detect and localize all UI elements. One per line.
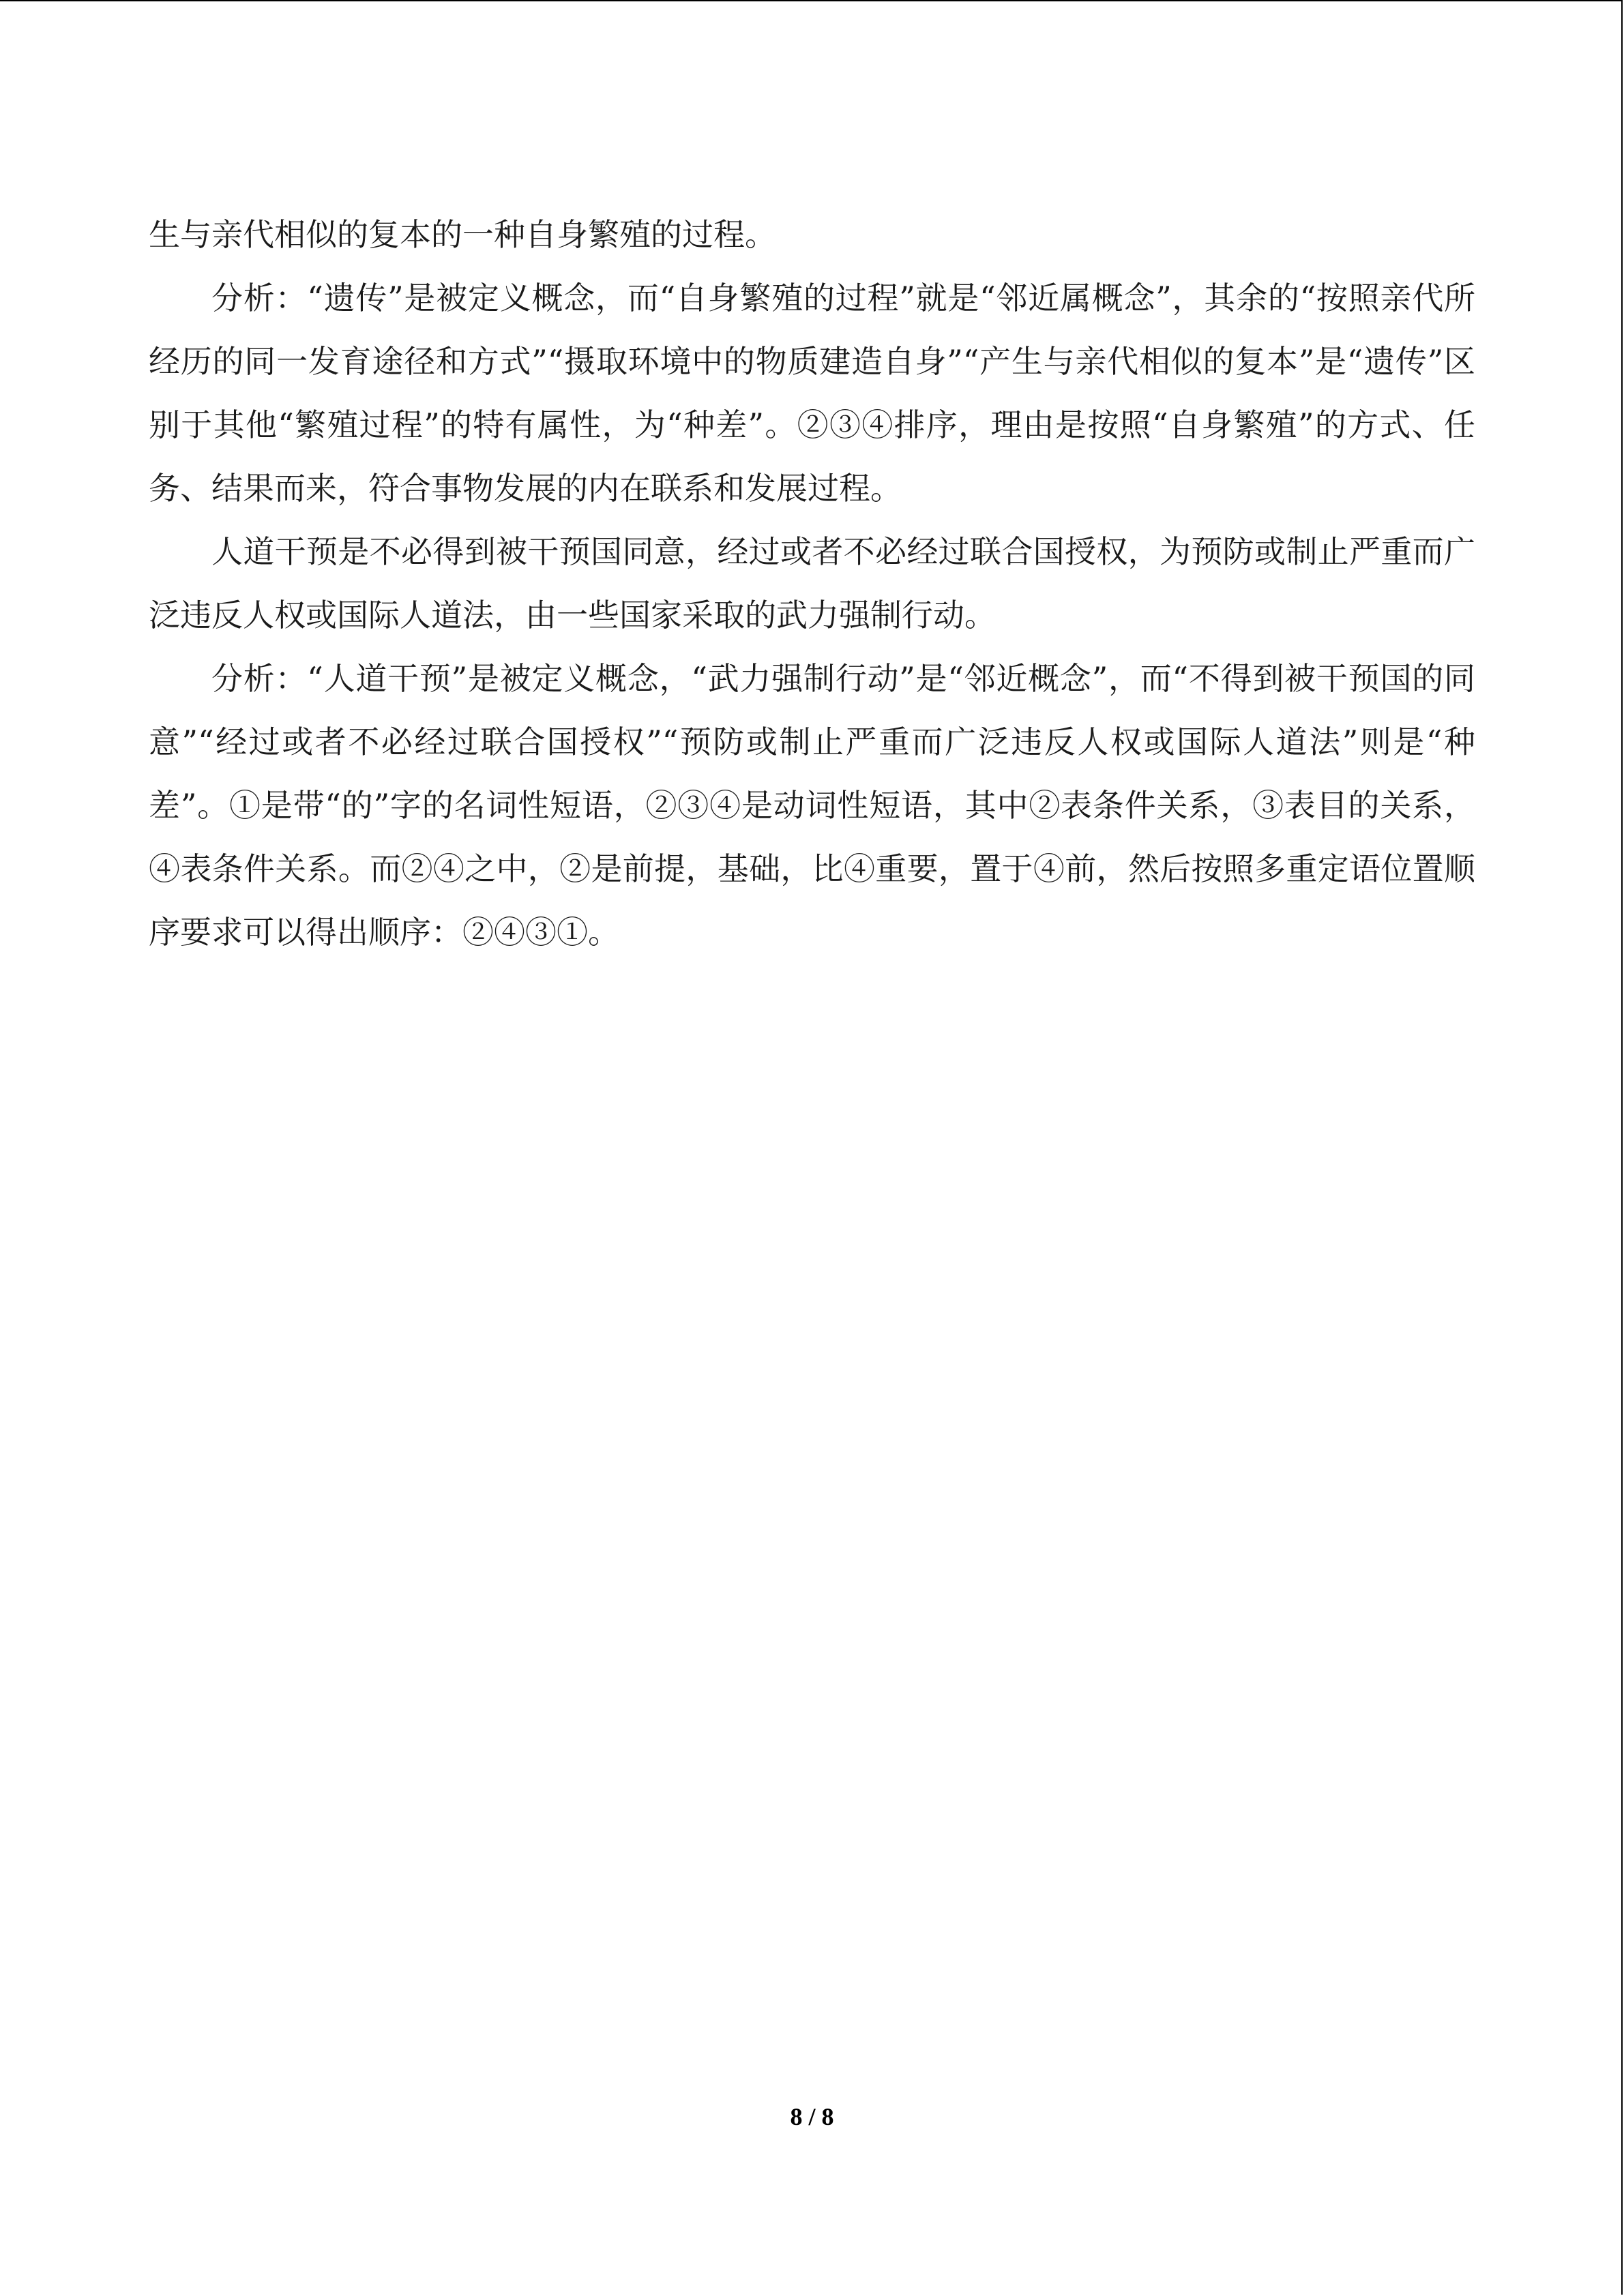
paragraph-2: 分析：“遗传”是被定义概念，而“自身繁殖的过程”就是“邻近属概念”，其余的“按照亲代所经历的同一发育途径和方式”“摄取环境中的物质建造自身”“产生与亲代相似的复本”是“遗传”区别于其他“繁殖过程”的特有属性，为“种差”。②③④排序，理由是按照“自身繁殖”的方式、任务、结果而来，符合事物发展的内在联系和发展过程。 (149, 280, 1475, 507)
page-number: 8 / 8 (790, 2103, 834, 2130)
document-body (149, 203, 1475, 964)
paragraph-4: 分析：“人道干预”是被定义概念，“武力强制行动”是“邻近概念”，而“不得到被干预国的同意”“经过或者不必经过联合国授权”“预防或制止严重而广泛违反人权或国际人道法”则是“种差”。①是带“的”字的名词性短语，②③④是动词性短语，其中②表条件关系，③表目的关系，④表条件关系。而②④之中，②是前提，基础，比④重要，置于④前，然后按照多重定语位置顺序要求可以得出顺序：②④③①。 (149, 660, 1475, 951)
paragraph-1: 生与亲代相似的复本的一种自身繁殖的过程。 (149, 216, 776, 253)
paragraph-3: 人道干预是不必得到被干预国同意，经过或者不必经过联合国授权，为预防或制止严重而广泛违反人权或国际人道法，由一些国家采取的武力强制行动。 (149, 533, 1475, 633)
